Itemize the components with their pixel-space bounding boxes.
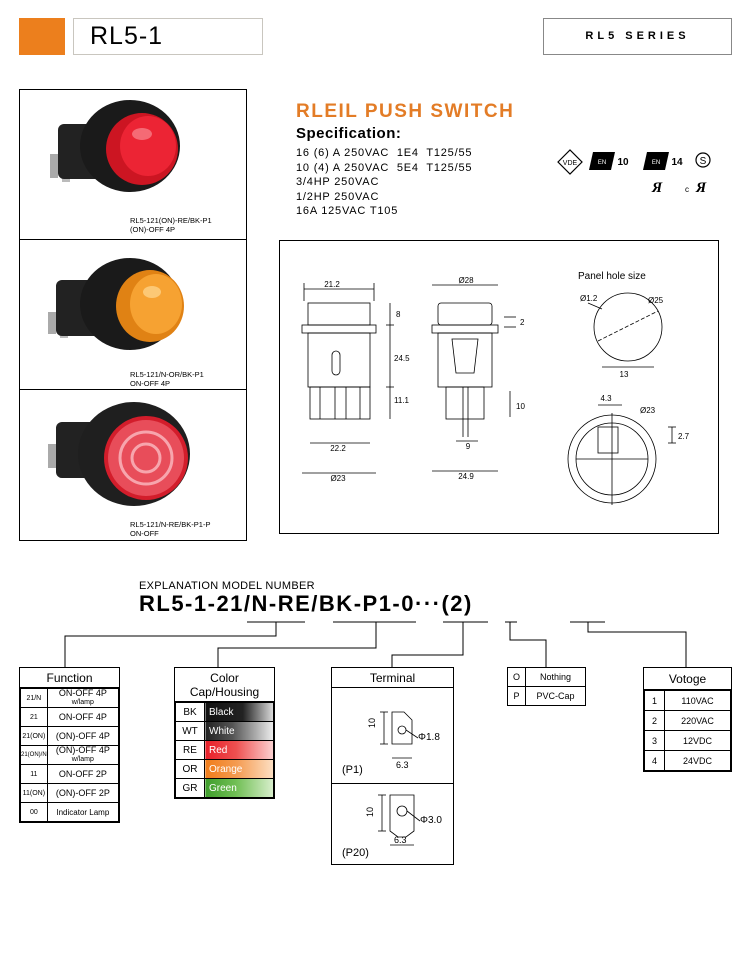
- function-desc-text: ON-OFF 4P: [58, 688, 107, 698]
- function-desc-sub: w/lamp: [71, 756, 94, 763]
- function-desc: [47, 746, 118, 765]
- dim-label: 10: [516, 402, 525, 411]
- spec-line: 16A 125VAC T105: [296, 205, 399, 217]
- color-swatch-orange: Orange: [205, 760, 274, 779]
- color-title-line: Cap/Housing: [189, 685, 260, 699]
- caption-line: RL5-121(ON)-RE/BK-P1: [130, 216, 212, 225]
- terminal-p20-width: 6.3: [394, 835, 407, 845]
- svg-text:EN: EN: [597, 160, 607, 166]
- function-desc-sub: w/lamp: [71, 699, 94, 706]
- color-rows: [175, 702, 274, 798]
- function-desc: Indicator Lamp: [47, 803, 118, 822]
- color-code: OR: [176, 760, 205, 779]
- dim-label: 24.9: [458, 472, 474, 481]
- table-row: [176, 703, 274, 722]
- dim-label: Ø28: [458, 276, 474, 285]
- spec-line: 10 (4) A 250VAC 5E4 T125/55: [296, 161, 473, 174]
- color-swatch-red: Red: [205, 741, 274, 760]
- svg-text:Я: Я: [651, 180, 663, 196]
- table-row: [21, 727, 119, 746]
- voltage-code: 1: [645, 691, 665, 711]
- function-desc: ON-OFF 4P: [47, 708, 118, 727]
- caption-line: RL5-121/N-OR/BK-P1: [130, 370, 204, 379]
- table-row: [645, 731, 731, 751]
- function-title: Function: [20, 668, 119, 688]
- color-code: RE: [176, 741, 205, 760]
- function-code: 21/N: [21, 689, 48, 708]
- voltage-table: [643, 667, 732, 772]
- table-row: [21, 765, 119, 784]
- terminal-p20: [332, 785, 453, 865]
- table-row: [21, 746, 119, 765]
- function-table: [19, 667, 120, 823]
- table-row: [645, 711, 731, 731]
- table-row: [21, 708, 119, 727]
- terminal-table: [331, 667, 454, 865]
- color-title-line: Color: [210, 671, 239, 685]
- caption-line: (ON)-OFF 4P: [130, 225, 175, 234]
- svg-text:VDE: VDE: [562, 160, 578, 167]
- svg-text:10: 10: [617, 157, 629, 168]
- color-code: WT: [176, 722, 205, 741]
- function-code: 00: [21, 803, 48, 822]
- svg-text:S: S: [699, 156, 707, 167]
- terminal-p20-label: (P20): [342, 847, 369, 859]
- voltage-title: Votoge: [644, 668, 731, 690]
- terminal-p20-hole: Φ3.0: [420, 815, 442, 826]
- dim-label: 2: [520, 318, 525, 327]
- svg-text:Я: Я: [695, 180, 707, 196]
- table-row: [176, 779, 274, 798]
- dim-label: Ø25: [648, 296, 664, 305]
- dim-label: 22.2: [330, 444, 346, 453]
- table-row: [21, 689, 119, 708]
- dim-label: Ø1.2: [580, 294, 598, 303]
- spec-heading: Specification:: [296, 125, 402, 142]
- terminal-p1-label: (P1): [342, 764, 363, 776]
- option-table: [507, 667, 586, 706]
- spec-line: 1/2HP 250VAC: [296, 190, 380, 203]
- table-row: [176, 760, 274, 779]
- dim-label: 24.5: [394, 354, 410, 363]
- function-code: 21(ON): [21, 727, 48, 746]
- function-desc: (ON)-OFF 2P: [47, 784, 118, 803]
- terminal-p1-height: 10: [367, 717, 378, 729]
- voltage-rows: [644, 690, 731, 771]
- model-code: RL5-1-21/N-RE/BK-P1-0···(2): [139, 591, 473, 616]
- dim-label: 8: [396, 310, 401, 319]
- model-title: RL5-1: [73, 18, 263, 55]
- svg-text:EN: EN: [651, 160, 661, 166]
- terminal-p1: [332, 688, 453, 784]
- option-desc: Nothing: [526, 668, 586, 687]
- voltage-desc: 24VDC: [665, 751, 731, 771]
- voltage-code: 4: [645, 751, 665, 771]
- voltage-code: 3: [645, 731, 665, 751]
- option-code: O: [508, 668, 526, 687]
- svg-text:c: c: [685, 185, 689, 194]
- caption-line: ON-OFF 4P: [130, 379, 171, 388]
- table-row: [508, 687, 586, 706]
- function-code: 21: [21, 708, 48, 727]
- panel-hole-label: Panel hole size: [578, 271, 646, 282]
- terminal-p1-hole: Φ1.8: [418, 732, 440, 743]
- table-row: [21, 784, 119, 803]
- caption-line: RL5-121/N-RE/BK-P1-P: [130, 520, 211, 529]
- dim-label: 4.3: [600, 394, 612, 403]
- function-code: 11: [21, 765, 48, 784]
- option-code: P: [508, 687, 526, 706]
- color-code: BK: [176, 703, 205, 722]
- voltage-desc: 12VDC: [665, 731, 731, 751]
- table-row: [176, 722, 274, 741]
- spec-line: 3/4HP 250VAC: [296, 176, 380, 188]
- dim-label: 2.7: [678, 432, 690, 441]
- function-desc-text: (ON)-OFF 4P: [55, 745, 110, 755]
- function-desc: [47, 689, 118, 708]
- caption-line: ON-OFF: [130, 529, 159, 538]
- svg-text:14: 14: [671, 157, 683, 168]
- table-row: [21, 803, 119, 822]
- option-rows: [507, 667, 586, 706]
- function-rows: [20, 688, 119, 822]
- table-row: [508, 668, 586, 687]
- function-code: 11(ON): [21, 784, 48, 803]
- color-swatch-black: Black: [205, 703, 274, 722]
- explanation-label: EXPLANATION MODEL NUMBER: [139, 580, 315, 592]
- function-desc: (ON)-OFF 4P: [47, 727, 118, 746]
- voltage-desc: 110VAC: [665, 691, 731, 711]
- color-code: GR: [176, 779, 205, 798]
- voltage-code: 2: [645, 711, 665, 731]
- dim-label: 9: [465, 442, 471, 451]
- color-table: [174, 667, 275, 799]
- dim-label: Ø23: [640, 406, 656, 415]
- dim-label: 11.1: [394, 396, 409, 405]
- table-row: [645, 691, 731, 711]
- voltage-desc: 220VAC: [665, 711, 731, 731]
- table-row: [176, 741, 274, 760]
- spec-line: 16 (6) A 250VAC 1E4 T125/55: [296, 147, 473, 159]
- color-title: [175, 668, 274, 702]
- function-desc: ON-OFF 2P: [47, 765, 118, 784]
- dim-label: 13: [619, 370, 629, 379]
- series-label: RL5 SERIES: [543, 18, 732, 55]
- dim-label: Ø23: [330, 474, 346, 483]
- terminal-p20-height: 10: [365, 806, 376, 818]
- terminal-p1-width: 6.3: [396, 760, 409, 770]
- option-desc: PVC-Cap: [526, 687, 586, 706]
- function-code: 21(ON)/N: [21, 746, 48, 765]
- table-row: [645, 751, 731, 771]
- terminal-title: Terminal: [332, 668, 453, 688]
- color-swatch-white: White: [205, 722, 274, 741]
- dim-label: 21.2: [324, 280, 340, 289]
- spec-title: RLEIL PUSH SWITCH: [296, 101, 515, 122]
- color-swatch-green: Green: [205, 779, 274, 798]
